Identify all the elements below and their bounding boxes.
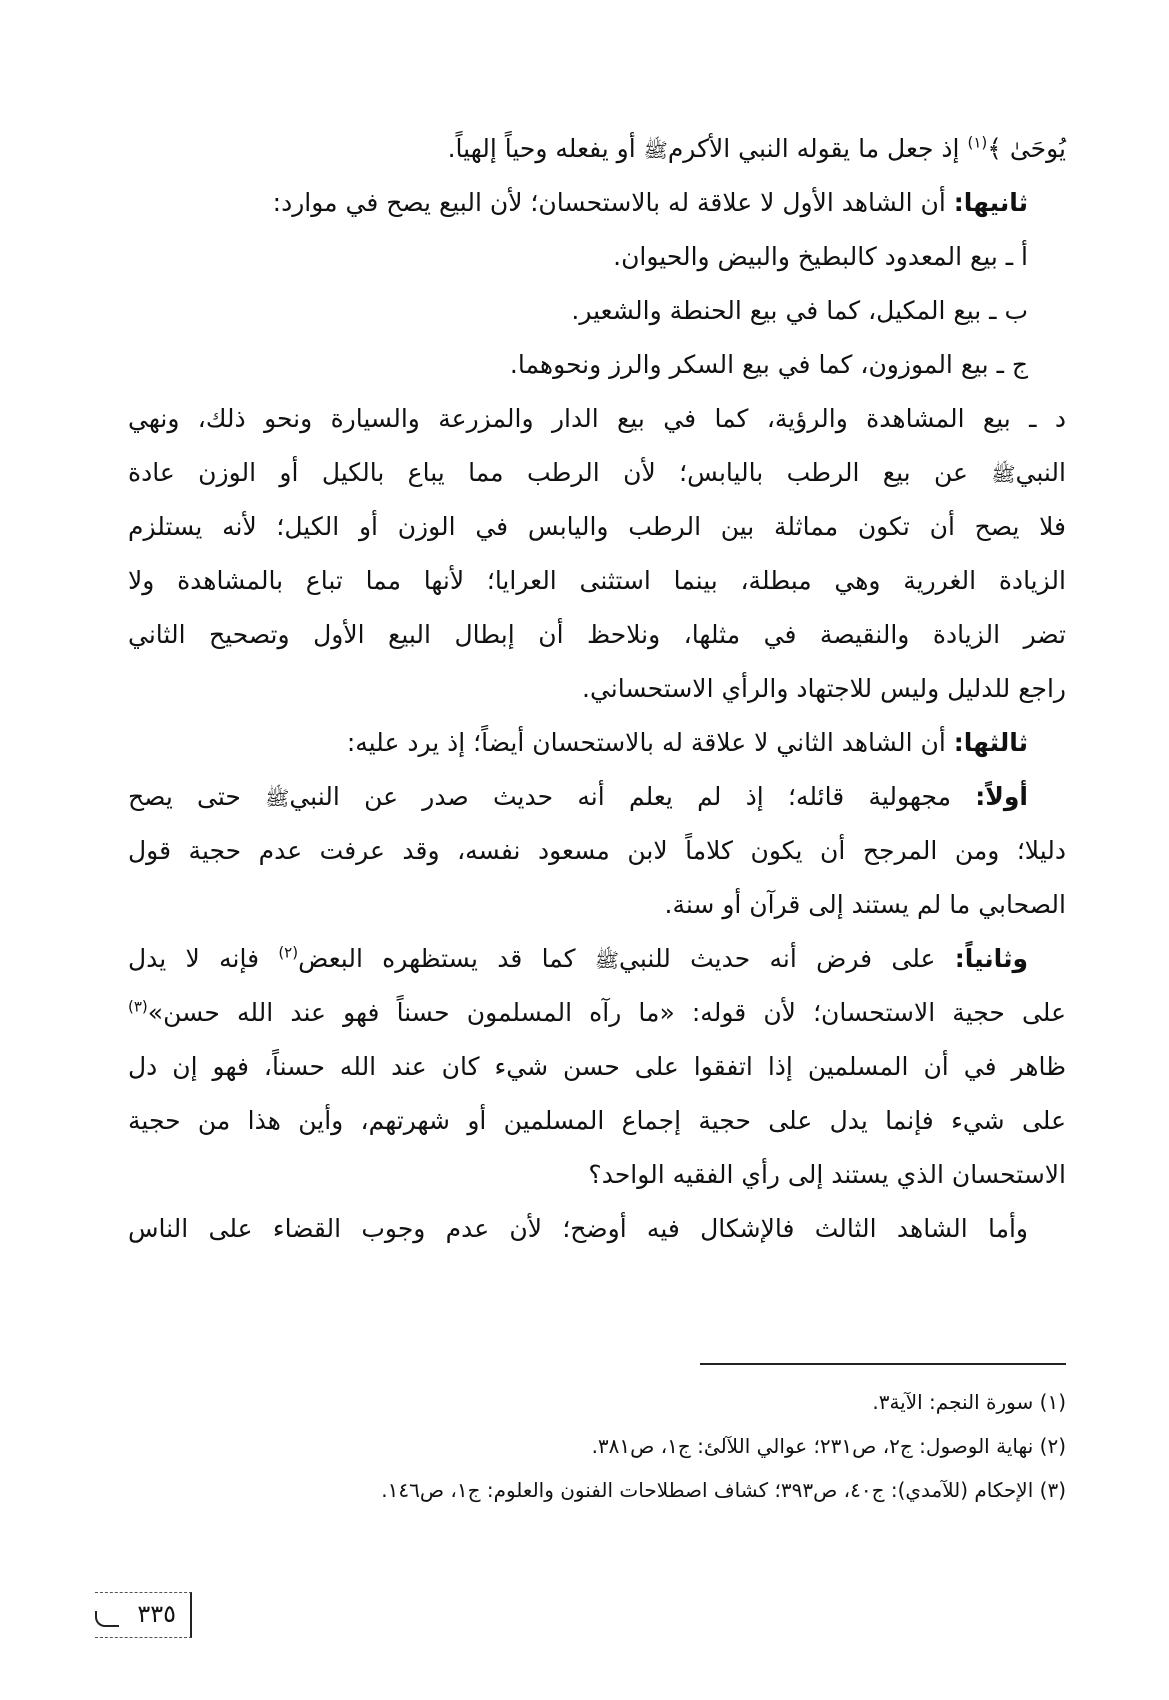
footnote-2: (٢) نهاية الوصول: ج٢، ص٢٣١؛ عوالي اللآلئ: ج١، ص٣٨١. [591, 1434, 1066, 1458]
line-text: أ ـ بيع المعدود كالبطيخ والبيض والحيوان. [613, 242, 1028, 271]
line-text: الاستحسان الذي يستند إلى رأي الفقيه الواحد؟ [588, 1160, 1066, 1189]
salawat-glyph: ﷺ [991, 462, 1016, 486]
text-line-17 [128, 986, 1066, 1040]
line-text: حتى يصح [128, 782, 266, 811]
line-text: ج ـ بيع الموزون، كما في بيع السكر والرز ونحوهما. [509, 350, 1028, 379]
page-number-frame [95, 1592, 192, 1638]
list-item-c [128, 338, 1066, 392]
paragraph-lead: أولاً: [975, 782, 1028, 811]
paragraph-lead: ثالثها: [953, 728, 1028, 757]
line-text: كما قد يستظهره البعض [298, 944, 595, 973]
footnote-ref-3: (٣) [128, 997, 148, 1016]
footnote-3: (٣) الإحكام (للآمدي): ج٤٠، ص٣٩٣؛ كشاف اصطلاحات الفنون والعلوم: ج١، ص١٤٦. [381, 1478, 1066, 1502]
salawat-glyph: ﷺ [594, 948, 620, 972]
text-line-18 [128, 1040, 1066, 1094]
line-text: دليلا؛ ومن المرجح أن يكون كلاماً لابن مسعود نفسه، وقد عرفت عدم حجية قول [128, 836, 1066, 865]
line-text: تضر الزيادة والنقيصة في مثلها، ونلاحظ أن إبطال البيع الأول وتصحيح الثاني [128, 620, 1066, 649]
text-line-12 [128, 716, 1066, 770]
text-line-2 [128, 176, 1066, 230]
text-line-19 [128, 1094, 1066, 1148]
line-text: راجع للدليل وليس للاجتهاد والرأي الاستحساني. [582, 674, 1066, 703]
line-text: وأما الشاهد الثالث فالإشكال فيه أوضح؛ لأن عدم وجوب القضاء على الناس [128, 1214, 1028, 1243]
text-line-10 [128, 608, 1066, 662]
line-text: ظاهر في أن المسلمين إذا اتفقوا على حسن شيء كان عند الله حسناً، فهو إن دل [128, 1052, 1066, 1081]
line-text: على شيء فإنما يدل على حجية إجماع المسلمين أو شهرتهم، وأين هذا من حجية [128, 1106, 1066, 1135]
text-line-7 [128, 446, 1066, 500]
line-text: على فرض أنه حديث للنبي [619, 944, 955, 973]
page-number-ornament [95, 1611, 119, 1627]
footnote-ref-2: (٢) [278, 943, 299, 962]
text-line-9 [128, 554, 1066, 608]
text-line-15 [128, 878, 1066, 932]
page-number: ٣٣٥ [137, 1600, 176, 1628]
line-text: د ـ بيع المشاهدة والرؤية، كما في بيع الدار والمزرعة والسيارة ونحو ذلك، ونهي [128, 404, 1066, 433]
line-text: مجهولية قائله؛ إذ لم يعلم أنه حديث صدر عن النبي [289, 782, 976, 811]
text-line-11 [128, 662, 1066, 716]
text-line-1 [128, 122, 1066, 176]
footnotes [128, 1380, 1066, 1512]
salawat-glyph: ﷺ [265, 786, 290, 810]
line-text: أن الشاهد الأول لا علاقة له بالاستحسان؛ لأن البيع يصح في موارد: [272, 188, 954, 217]
text-line-8 [128, 500, 1066, 554]
line-text: على حجية الاستحسان؛ لأن قوله: «ما رآه المسلمون حسناً فهو عند الله حسن» [147, 998, 1066, 1027]
line-text: النبي [1015, 458, 1066, 487]
line-text: أو يفعله وحياً إلهياً. [447, 134, 644, 163]
list-item-d [128, 392, 1066, 446]
text-line-14 [128, 824, 1066, 878]
line-text: أن الشاهد الثاني لا علاقة له بالاستحسان أيضاً؛ إذ يرد عليه: [346, 728, 954, 757]
line-text: فلا يصح أن تكون مماثلة بين الرطب واليابس في الوزن أو الكيل؛ لأنه يستلزم [128, 512, 1066, 541]
list-item-b [128, 284, 1066, 338]
footnote-ref-1: (١) [967, 133, 988, 152]
text-line-16 [128, 932, 1066, 986]
list-item-a [128, 230, 1066, 284]
line-text: إذ جعل ما يقوله النبي الأكرم [667, 134, 968, 163]
footnote-1: (١) سورة النجم: الآية٣. [872, 1390, 1066, 1414]
salawat-glyph: ﷺ [643, 138, 668, 162]
text-line-13 [128, 770, 1066, 824]
verse-end: يُوحَىٰ ﴾ [987, 134, 1066, 163]
footnote-divider [700, 1363, 1066, 1365]
line-text: الزيادة الغررية وهي مبطلة، بينما استثنى العرايا؛ لأنها مما تباع بالمشاهدة ولا [128, 566, 1066, 595]
main-text [128, 122, 1066, 1256]
line-text: الصحابي ما لم يستند إلى قرآن أو سنة. [664, 890, 1066, 919]
paragraph-lead: وثانياً: [954, 944, 1028, 973]
text-line-20 [128, 1148, 1066, 1202]
line-text: عن بيع الرطب باليابس؛ لأن الرطب مما يباع بالكيل أو الوزن عادة [128, 458, 992, 487]
text-line-21 [128, 1202, 1066, 1256]
line-text: ب ـ بيع المكيل، كما في بيع الحنطة والشعير. [571, 296, 1028, 325]
paragraph-lead: ثانيها: [953, 188, 1028, 217]
line-text: فإنه لا يدل [128, 944, 279, 973]
